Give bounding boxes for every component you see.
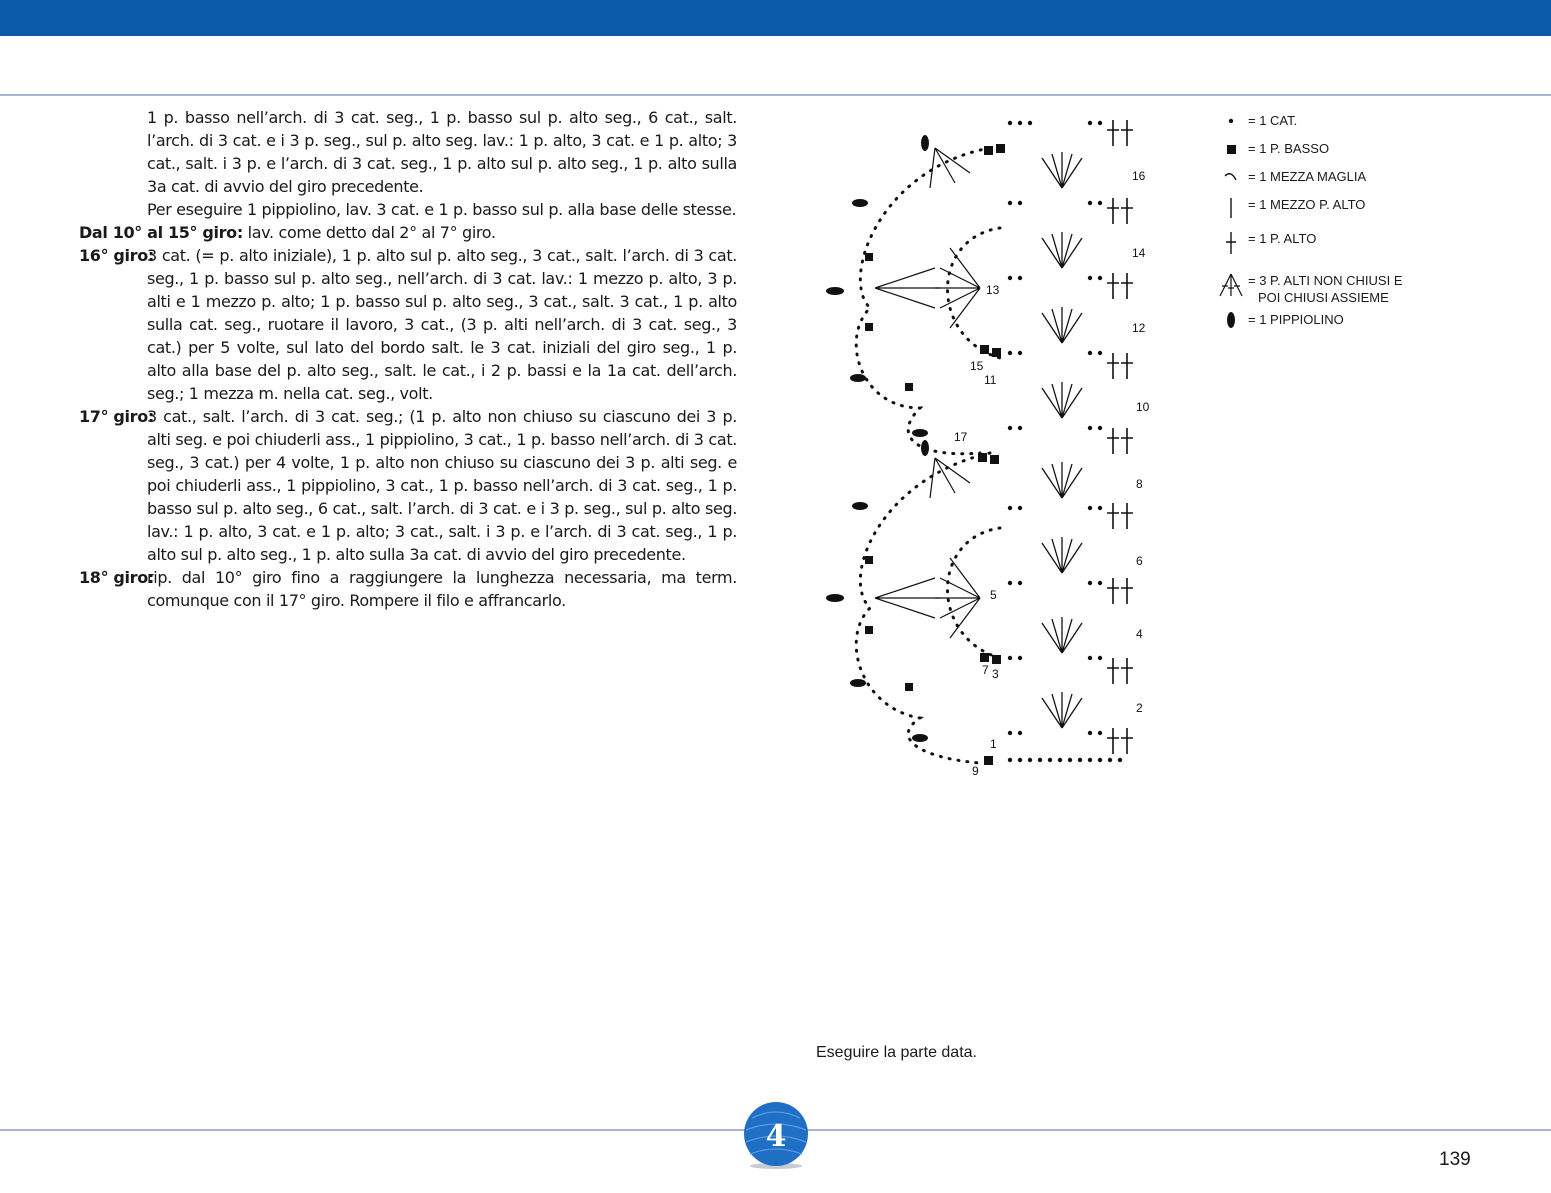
inner-label-11: 11	[984, 373, 997, 387]
round-16	[79, 244, 737, 405]
round-18	[79, 566, 737, 612]
inner-label-5: 5	[990, 588, 997, 602]
legend-item	[1214, 112, 1297, 129]
rounds-10-15-text: lav. come detto dal 2° al 7° giro.	[242, 223, 496, 242]
page-number: 139	[1439, 1149, 1471, 1170]
slip-stitch-arc-icon	[1214, 168, 1248, 185]
legend-label: = 1 MEZZO P. ALTO	[1248, 197, 1366, 212]
legend-label: = 1 P. ALTO	[1248, 231, 1317, 246]
picot-icon	[1214, 311, 1248, 331]
round-16-label: 16° giro:	[79, 246, 154, 265]
legend-item	[1214, 140, 1329, 157]
row-label-12: 12	[1132, 321, 1146, 335]
legend-item	[1214, 230, 1316, 256]
chapter-number: 4	[765, 1119, 787, 1154]
row-label-4: 4	[1136, 627, 1143, 641]
legend-label: = 1 P. BASSO	[1248, 141, 1330, 156]
legend-label-line2: POI CHIUSI ASSIEME	[1258, 290, 1389, 305]
round-18-text: rip. dal 10° giro fino a raggiungere la lunghezza necessaria, ma term. comunque con il 17° giro. Rompere il filo e affrancarlo.	[147, 568, 737, 610]
cluster-icon	[1214, 272, 1248, 298]
fan-motifs	[1042, 152, 1082, 728]
picot-marks	[826, 135, 929, 742]
row-label-6: 6	[1136, 554, 1143, 568]
inner-label-13: 13	[986, 283, 1000, 297]
legend-label: = 1 MEZZA MAGLIA	[1248, 169, 1367, 184]
round-17	[79, 405, 737, 566]
legend-label: = 1 PIPPIOLINO	[1248, 312, 1344, 327]
row-label-14: 14	[1132, 246, 1146, 260]
paragraph-rounds-10-15	[79, 221, 737, 244]
round-16-text: 3 cat. (= p. alto iniziale), 1 p. alto sul p. alto seg., 3 cat., salt. l’arch. di 3 cat. seg., 1 p. basso sul p. alto seg., nell’arch. di 3 cat. lav.: 1 mezzo p. alto, 3 p. alti e 1 mezzo p. alto; 1 p. basso sul p. alto seg., 3 cat., salt. 3 cat., 1 p. alto sulla cat. seg., ruotare il lavoro, 3 cat., (3 p. alti nell’arch. di 3 cat. seg., 3 cat.) per 5 volte, sul lato del bordo salt. le 3 cat. iniziali del giro seg., 1 p. alto alla base del p. alto seg., salt. le cat., i 2 p. bassi e la 1a cat. dell’arch. seg.; 1 mezza m. nella cat. seg., volt.	[147, 246, 737, 403]
legend-item	[1214, 196, 1365, 220]
round-17-label: 17° giro:	[79, 407, 154, 426]
paragraph-picot-note: Per eseguire 1 pippiolino, lav. 3 cat. e 1 p. basso sul p. alla base delle stesse.	[147, 200, 737, 219]
half-double-crochet-icon	[1214, 196, 1248, 220]
legend-item	[1214, 272, 1403, 306]
scallop-spokes	[875, 148, 980, 638]
chain-dot-icon	[1214, 112, 1248, 129]
legend-item	[1214, 168, 1366, 185]
round-18-label: 18° giro:	[79, 568, 154, 587]
row-label-8: 8	[1136, 477, 1143, 491]
row-label-16: 16	[1132, 169, 1146, 183]
row-label-10: 10	[1136, 400, 1150, 414]
top-color-band	[0, 0, 1551, 36]
legend-item	[1214, 311, 1344, 331]
paragraph-continuation: 1 p. basso nell’arch. di 3 cat. seg., 1 p. basso sul p. alto seg., 6 cat., salt. l’arch. di 3 cat. e i 3 p. seg., sul p. alto seg. lav.: 1 p. alto, 3 cat. e 1 p. alto; 3 cat., salt. i 3 p. e l’arch. di 3 cat. seg., 1 p. alto sul p. alto seg., 1 p. alto sulla 3a cat. di avvio del giro precedente.	[147, 108, 737, 196]
inner-label-15: 15	[970, 359, 984, 373]
inner-label-7: 7	[982, 663, 989, 677]
inner-label-9: 9	[972, 764, 979, 778]
inner-label-3: 3	[992, 667, 999, 681]
instructions-text	[79, 106, 737, 612]
inner-label-1: 1	[990, 737, 997, 751]
double-crochet-icon	[1214, 230, 1248, 256]
legend-label: = 3 P. ALTI NON CHIUSI E	[1248, 273, 1403, 288]
chain-rows	[1008, 121, 1122, 762]
inner-label-17: 17	[954, 430, 968, 444]
legend-label: = 1 CAT.	[1248, 113, 1298, 128]
single-crochet-square-icon	[1214, 140, 1248, 157]
rounds-10-15-label: Dal 10° al 15° giro:	[79, 223, 243, 242]
edge-stitch-column	[1107, 120, 1133, 754]
round-17-text: 3 cat., salt. l’arch. di 3 cat. seg.; (1 p. alto non chiuso su ciascuno dei 3 p. alti seg. e poi chiuderli ass., 1 pippiolino, 3 cat., 1 p. basso nell’arch. di 3 cat. seg., 3 cat.) per 4 volte, 1 p. alto non chiuso su ciascuno dei 3 p. alti seg. e poi chiuderli ass., 1 pippiolino, 3 cat., 1 p. basso nell’arch. di 3 cat. seg., 1 p. basso sul p. alto seg., 6 cat., salt. l’arch. di 3 cat. e i 3 p. seg., sul p. alto seg. lav.: 1 p. alto, 3 cat. e 1 p. alto; 3 cat., salt. i 3 p. e l’arch. di 3 cat. seg., 1 p. alto sul p. alto seg., 1 p. alto sulla 3a cat. di avvio del giro precedente.	[147, 407, 737, 564]
figure-caption: Eseguire la parte data.	[816, 1044, 977, 1061]
chart-drawing	[826, 120, 1133, 765]
crochet-chart	[820, 108, 1160, 780]
yarn-ball-chapter-badge	[738, 1100, 814, 1170]
row-label-2: 2	[1136, 701, 1143, 715]
header-divider	[0, 94, 1551, 96]
